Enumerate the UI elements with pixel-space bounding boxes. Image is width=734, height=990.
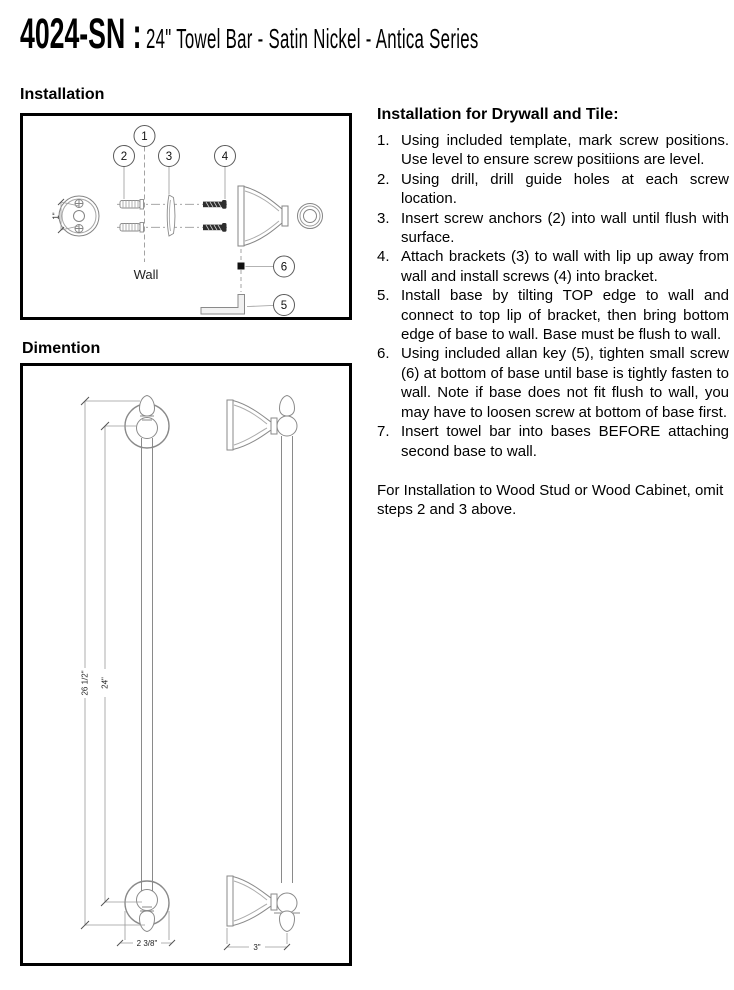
set-screw [238,263,245,270]
overall-height-dimension [81,397,146,929]
overall-height-label: 26 1/2" [80,670,90,696]
step-number: 5. [377,287,390,305]
step-number: 4. [377,248,390,266]
post-base-side-view [238,186,323,246]
step-number: 6. [377,345,390,363]
bar-length-label: 24" [100,677,110,689]
mounting-bracket [167,195,175,236]
svg-text:2: 2 [120,151,128,163]
step-text: Using drill, drill guide holes at each screw location. [401,170,729,208]
bar-length-dimension [101,422,143,906]
step-text: Install base by tilting TOP edge to wall and connect to top lip of bracket, then bring bottom edge of base to wall. Base must be flush to wall. [401,287,729,344]
step-number: 7. [377,423,390,441]
finial-top-front [140,396,155,417]
callout-6 [274,256,295,277]
instructions-column [377,106,729,535]
base-depth-dimension [224,928,290,952]
finial-bottom-front [140,911,155,932]
step-number: 2. [377,170,390,188]
callout-2 [114,146,135,167]
callout-4 [215,146,236,167]
base-depth-label: 3" [253,943,261,952]
svg-text:3: 3 [165,151,173,163]
screw-anchor-top [120,200,144,210]
towel-bar-front-view [125,396,169,932]
flange-back-view [59,196,99,236]
finial-bottom-side [280,911,295,932]
installation-heading: Installation [20,86,105,103]
callout-5 [274,295,295,316]
step-text: Insert towel bar into bases BEFORE attaching second base to wall. [401,423,729,460]
allen-key [201,295,245,315]
step-4 [377,247,729,286]
product-subtitle: 24" Towel Bar - Satin Nickel - Antica Series [146,23,479,54]
step-2 [377,170,729,209]
instructions-heading: Installation for Drywall and Tile: [377,106,619,123]
towel-bar-side-view [227,396,300,932]
step-text: Using included allan key (5), tighten small screw (6) at bottom of base until base is tightly fasten to wall. Note if base does not fit flush to wall, you may have to loosen screw at bottom of base first. [401,345,729,421]
finial-top-side [280,396,295,417]
dimension-diagram [23,366,349,963]
mounting-screw-bottom [203,223,227,232]
step-number: 1. [377,132,390,149]
step-6 [377,344,729,422]
mounting-screw-top [203,200,227,209]
step-number: 3. [377,209,390,227]
wood-stud-note: For Installation to Wood Stud or Wood Cabinet, omit steps 2 and 3 above. [377,481,724,519]
dimension-heading: Dimention [22,340,101,357]
model-number: 4024-SN : [20,10,142,58]
step-1 [377,131,729,170]
step-text: Attach brackets (3) to wall with lip up away from wall and install screws (4) into bracket. [401,248,729,285]
wall-label: Wall [133,267,159,282]
callout-1 [134,126,155,147]
svg-text:6: 6 [280,261,288,274]
screw-anchor-bottom [120,223,144,233]
product-header [0,8,734,56]
step-3 [377,209,729,248]
dimension-diagram-box [20,363,352,966]
flange-dim-label: 1" [51,212,61,220]
installation-exploded-diagram [23,116,349,317]
step-5 [377,286,729,344]
svg-text:5: 5 [280,300,288,312]
svg-text:4: 4 [221,151,229,163]
installation-diagram-box [20,113,352,320]
svg-text:1: 1 [141,131,148,143]
callout-3 [159,146,180,167]
step-7 [377,422,729,461]
step-text: Insert screw anchors (2) into wall until flush with surface. [401,209,729,247]
base-width-label: 2 3/8" [136,939,158,948]
step-text: Using included template, mark screw positions. Use level to ensure screw positiions are level. [401,132,729,169]
